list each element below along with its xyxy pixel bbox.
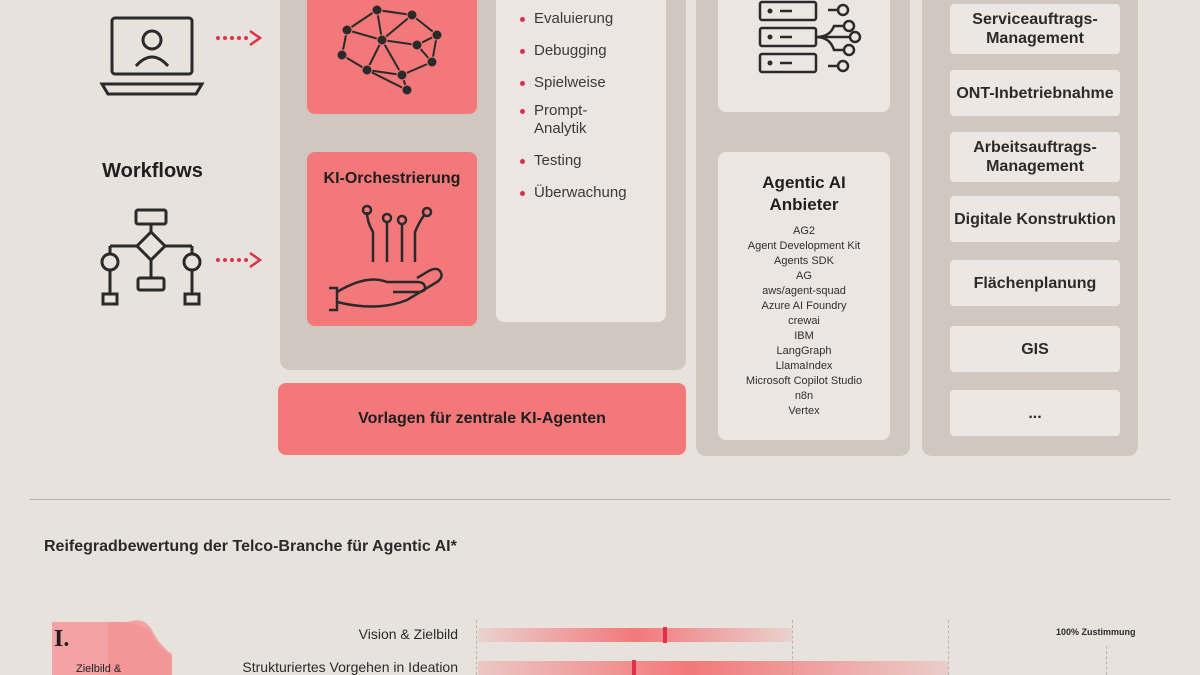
stage-numeral: I. — [54, 626, 70, 652]
vendor-item: IBM — [794, 330, 814, 342]
evaluation-list — [520, 4, 627, 202]
service-item[interactable]: Flächenplanung — [950, 260, 1120, 306]
section-divider — [30, 499, 1170, 500]
list-item: Evaluierung — [520, 10, 627, 28]
vendor-item: AG — [796, 270, 812, 282]
maturity-bar — [478, 628, 792, 642]
vendor-item: LangGraph — [776, 345, 832, 357]
vendor-item: aws/agent-squad — [762, 285, 846, 297]
service-item[interactable]: Digitale Konstruktion — [950, 196, 1120, 242]
templates-bar[interactable]: Vorlagen für zentrale KI-Agenten — [278, 383, 686, 455]
arrow-right-icon — [214, 28, 264, 48]
server-card — [718, 0, 890, 112]
neural-brain-icon — [307, 0, 477, 114]
vendor-item: Agents SDK — [774, 255, 834, 267]
maturity-marker — [663, 627, 667, 643]
gridline — [476, 620, 477, 675]
service-item[interactable]: ... — [950, 390, 1120, 436]
service-item[interactable]: ONT-Inbetriebnahme — [950, 70, 1120, 116]
list-item: Testing — [520, 152, 627, 170]
list-item: Spielweise — [520, 74, 627, 92]
agreement-label: 100% Zustimmung — [1056, 627, 1136, 637]
service-item[interactable]: Arbeitsauftrags- Management — [950, 132, 1120, 182]
user-laptop-icon — [98, 14, 206, 98]
vendor-item: LlamaIndex — [775, 360, 833, 372]
vendor-item: AG2 — [792, 225, 815, 237]
gridline — [948, 620, 949, 675]
vendors-card — [718, 152, 890, 440]
workflow-flowchart-icon — [100, 208, 204, 308]
list-item: Prompt- Analytik — [520, 102, 627, 138]
orchestration-title: KI-Orchestrierung — [323, 170, 461, 187]
row-label: Vision & Zielbild — [358, 626, 458, 642]
maturity-title: Reifegradbewertung der Telco-Branche für Agentic AI* — [44, 538, 457, 555]
service-item[interactable]: GIS — [950, 326, 1120, 372]
orchestration-card — [307, 152, 477, 326]
vendor-item: Azure AI Foundry — [761, 300, 847, 312]
list-item: Debugging — [520, 42, 627, 60]
service-item[interactable]: Serviceauftrags- Management — [950, 4, 1120, 54]
vendor-item: Microsoft Copilot Studio — [745, 375, 863, 387]
server-network-icon — [718, 0, 890, 112]
vendor-item: Vertex — [788, 405, 820, 417]
vendor-item: n8n — [794, 390, 814, 402]
stage-label: Zielbild & — [76, 663, 122, 675]
vendor-item: Agent Development Kit — [747, 240, 861, 252]
maturity-bar — [478, 661, 948, 675]
arrow-right-icon — [214, 250, 264, 270]
vendors-title: Agentic AI Anbieter — [762, 173, 846, 214]
ai-model-card — [307, 0, 477, 114]
list-item: Überwachung — [520, 184, 627, 202]
hand-orchestration-icon — [307, 202, 477, 322]
workflows-label: Workflows — [102, 160, 203, 182]
vendor-item: crewai — [788, 315, 820, 327]
maturity-marker — [632, 660, 636, 675]
gridline — [1106, 646, 1107, 675]
row-label: Strukturiertes Vorgehen in Ideation — [242, 659, 458, 675]
